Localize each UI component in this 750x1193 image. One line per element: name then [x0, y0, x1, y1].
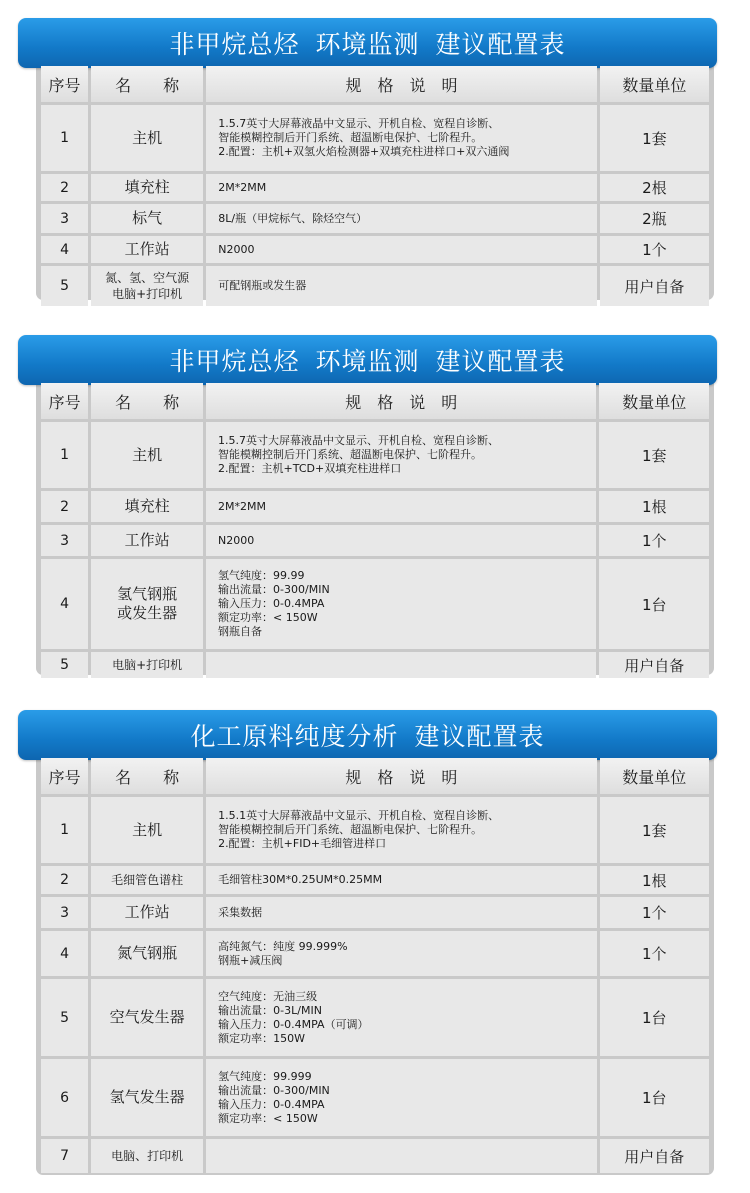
- item-name-line: 工作站: [124, 531, 170, 549]
- config-table-panel: [36, 710, 714, 1175]
- item-name: [91, 797, 203, 863]
- item-quantity: 1个: [600, 236, 709, 263]
- item-quantity: 1个: [599, 525, 709, 556]
- row-number: 2: [41, 866, 88, 894]
- item-quantity: 2瓶: [600, 204, 709, 233]
- item-quantity: 1个: [600, 897, 709, 928]
- item-name-line: 主机: [132, 128, 163, 147]
- table-row: [41, 652, 709, 678]
- item-spec-line: 2M*2MM: [218, 499, 267, 513]
- table-title-segment: 环境监测: [315, 347, 420, 376]
- item-name: [91, 491, 203, 522]
- table-header-row: [41, 66, 709, 102]
- item-spec-line: 2M*2MM: [218, 180, 267, 194]
- table-row: [41, 866, 709, 894]
- row-number: 7: [41, 1139, 88, 1173]
- table-title-segment: 环境监测: [315, 30, 420, 59]
- item-spec-line: 采集数据: [218, 905, 263, 919]
- item-spec: [206, 174, 596, 201]
- item-spec-line: 输出流量：0-300/MIN: [218, 1083, 330, 1097]
- item-spec-line: 钢瓶自备: [218, 625, 263, 638]
- item-spec: [206, 266, 596, 306]
- column-header: 名 称: [91, 66, 203, 102]
- column-header: 名 称: [91, 758, 203, 794]
- row-number: 4: [41, 931, 88, 976]
- table-row: [41, 559, 709, 649]
- table-row: [41, 491, 709, 522]
- item-name: [91, 422, 203, 488]
- table-row: [41, 266, 709, 306]
- item-spec-line: 额定功率：< 150W: [218, 611, 318, 624]
- row-number: 1: [41, 105, 88, 171]
- item-name: [91, 266, 203, 306]
- item-name: [91, 897, 203, 928]
- item-name: [91, 204, 203, 233]
- item-name-line: 或发生器: [117, 604, 178, 622]
- item-spec-line: 8L/瓶（甲烷标气、除烃空气）: [218, 211, 368, 225]
- item-name: [91, 525, 203, 556]
- item-name-line: 电脑、打印机: [111, 1149, 184, 1163]
- item-quantity: 1套: [600, 797, 709, 863]
- column-header: 数量单位: [600, 758, 709, 794]
- column-header: 规 格 说 明: [206, 383, 596, 419]
- item-quantity: 1个: [600, 931, 709, 976]
- item-spec: [206, 491, 596, 522]
- item-spec: [206, 422, 596, 488]
- table-title-banner: [18, 18, 717, 68]
- row-number: 5: [41, 979, 88, 1056]
- table-row: [41, 1139, 709, 1173]
- row-number: 5: [41, 266, 88, 306]
- item-spec: [206, 797, 596, 863]
- column-header: 规 格 说 明: [206, 758, 596, 794]
- table-row: [41, 897, 709, 928]
- table-row: [41, 931, 709, 976]
- item-spec-line: N2000: [218, 533, 255, 547]
- item-quantity: 用户自备: [600, 1139, 709, 1173]
- item-name-line: 氮气钢瓶: [117, 944, 178, 962]
- item-spec-line: N2000: [218, 242, 255, 256]
- item-name: [91, 866, 203, 894]
- table-title-segment: 化工原料纯度分析: [190, 722, 399, 751]
- row-number: 1: [41, 797, 88, 863]
- item-spec-line: 2.配置：主机+双氢火焰检测器+双填充柱进样口+双六通阀: [218, 145, 510, 158]
- item-spec-line: 氢气纯度：99.999: [218, 1069, 312, 1083]
- item-name-line: 电脑+打印机: [112, 287, 183, 301]
- table-title-segment: 建议配置表: [435, 347, 566, 376]
- item-name-line: 氮、氢、空气源: [105, 271, 190, 285]
- item-name: [91, 652, 203, 678]
- table-row: [41, 174, 709, 201]
- row-number: 3: [41, 897, 88, 928]
- config-table: [38, 380, 712, 681]
- item-name-line: 标气: [132, 209, 163, 227]
- item-spec-line: 输出流量：0-300/MIN: [218, 583, 330, 596]
- table-title-banner: [18, 335, 717, 385]
- item-spec-line: 1.5.7英寸大屏幕液晶中文显示、开机自检、宽程自诊断、: [218, 434, 500, 447]
- item-spec: [206, 1059, 596, 1136]
- config-table: [38, 63, 712, 309]
- item-spec-line: 钢瓶+减压阀: [218, 953, 283, 967]
- item-quantity: 1套: [600, 105, 709, 171]
- table-header-row: [41, 758, 709, 794]
- item-name: [91, 105, 203, 171]
- config-table-panel: [36, 18, 714, 300]
- column-header: 序号: [41, 758, 88, 794]
- item-quantity: 1台: [599, 559, 709, 649]
- item-name-line: 氢气发生器: [109, 1088, 185, 1106]
- column-header: 序号: [41, 66, 88, 102]
- row-number: 5: [41, 652, 88, 678]
- item-quantity: 2根: [600, 174, 709, 201]
- row-number: 4: [41, 559, 88, 649]
- item-spec-line: 毛细管柱30M*0.25UM*0.25MM: [218, 873, 383, 886]
- item-spec-line: 高纯氮气：纯度 99.999%: [218, 939, 348, 953]
- item-spec: [206, 236, 596, 263]
- item-name-line: 主机: [132, 445, 163, 464]
- item-name: [91, 1059, 203, 1136]
- item-spec-line: 智能模糊控制后开门系统、超温断电保护、七阶程升。: [218, 448, 483, 461]
- row-number: 2: [41, 491, 88, 522]
- config-table: [38, 755, 712, 1176]
- item-spec-line: 可配钢瓶或发生器: [218, 279, 307, 292]
- item-name-line: 填充柱: [124, 497, 170, 515]
- row-number: 6: [41, 1059, 88, 1136]
- item-name-line: 空气发生器: [109, 1008, 185, 1026]
- table-row: [41, 105, 709, 171]
- table-title-segment: 建议配置表: [435, 30, 566, 59]
- item-name: [91, 1139, 203, 1173]
- item-name: [91, 559, 203, 649]
- table-row: [41, 797, 709, 863]
- item-name: [91, 979, 203, 1056]
- config-table-panel: [36, 335, 714, 675]
- item-spec: [206, 559, 596, 649]
- item-name-line: 工作站: [124, 240, 170, 258]
- table-title-banner: [18, 710, 717, 760]
- table-title-segment: 非甲烷总烃: [169, 30, 300, 59]
- item-spec-line: 额定功率：150W: [218, 1031, 306, 1045]
- table-title-segment: 非甲烷总烃: [169, 347, 300, 376]
- row-number: 2: [41, 174, 88, 201]
- item-spec-line: 输入压力：0-0.4MPA: [218, 597, 325, 610]
- row-number: 3: [41, 204, 88, 233]
- item-name-line: 填充柱: [124, 178, 170, 196]
- item-name-line: 氢气钢瓶: [117, 585, 178, 603]
- item-name: [91, 174, 203, 201]
- table-row: [41, 204, 709, 233]
- item-name: [91, 236, 203, 263]
- column-header: 数量单位: [600, 66, 709, 102]
- item-spec-line: 1.5.7英寸大屏幕液晶中文显示、开机自检、宽程自诊断、: [218, 117, 500, 130]
- column-header: 规 格 说 明: [206, 66, 596, 102]
- item-spec: [206, 897, 596, 928]
- item-name: [91, 931, 203, 976]
- table-row: [41, 422, 709, 488]
- table-header-row: [41, 383, 709, 419]
- table-row: [41, 979, 709, 1056]
- column-header: 序号: [41, 383, 88, 419]
- item-name-line: 主机: [132, 820, 163, 839]
- item-spec: [206, 525, 596, 556]
- item-spec-line: 1.5.1英寸大屏幕液晶中文显示、开机自检、宽程自诊断、: [218, 809, 500, 822]
- item-spec-line: 输入压力：0-0.4MPA: [218, 1097, 325, 1111]
- item-spec-line: 输入压力：0-0.4MPA（可调）: [218, 1017, 369, 1031]
- item-quantity: 1套: [599, 422, 709, 488]
- item-quantity: 用户自备: [600, 266, 709, 306]
- item-quantity: 1台: [600, 1059, 709, 1136]
- item-spec: [206, 652, 596, 678]
- item-name-line: 工作站: [124, 903, 170, 921]
- column-header: 名 称: [91, 383, 203, 419]
- item-spec: [206, 979, 596, 1056]
- item-spec: [206, 931, 596, 976]
- item-spec: [206, 105, 596, 171]
- item-quantity: 1根: [600, 866, 709, 894]
- item-spec: [206, 1139, 596, 1173]
- item-spec: [206, 204, 596, 233]
- row-number: 4: [41, 236, 88, 263]
- row-number: 3: [41, 525, 88, 556]
- row-number: 1: [41, 422, 88, 488]
- table-row: [41, 236, 709, 263]
- table-row: [41, 525, 709, 556]
- item-spec-line: 2.配置：主机+FID+毛细管进样口: [218, 837, 387, 850]
- item-spec-line: 额定功率：< 150W: [218, 1111, 318, 1125]
- item-spec-line: 氢气纯度：99.99: [218, 569, 305, 582]
- item-name-line: 毛细管色谱柱: [111, 873, 184, 887]
- item-quantity: 1台: [600, 979, 709, 1056]
- item-quantity: 用户自备: [599, 652, 709, 678]
- table-title-segment: 建议配置表: [414, 722, 545, 751]
- table-row: [41, 1059, 709, 1136]
- item-spec: [206, 866, 596, 894]
- item-spec-line: 输出流量：0-3L/MIN: [218, 1003, 322, 1017]
- item-spec-line: 智能模糊控制后开门系统、超温断电保护、七阶程升。: [218, 131, 483, 144]
- item-name-line: 电脑+打印机: [112, 658, 183, 672]
- item-spec-line: 2.配置：主机+TCD+双填充柱进样口: [218, 462, 402, 475]
- item-spec-line: 智能模糊控制后开门系统、超温断电保护、七阶程升。: [218, 823, 483, 836]
- column-header: 数量单位: [599, 383, 709, 419]
- item-quantity: 1根: [599, 491, 709, 522]
- item-spec-line: 空气纯度：无油三级: [218, 989, 318, 1003]
